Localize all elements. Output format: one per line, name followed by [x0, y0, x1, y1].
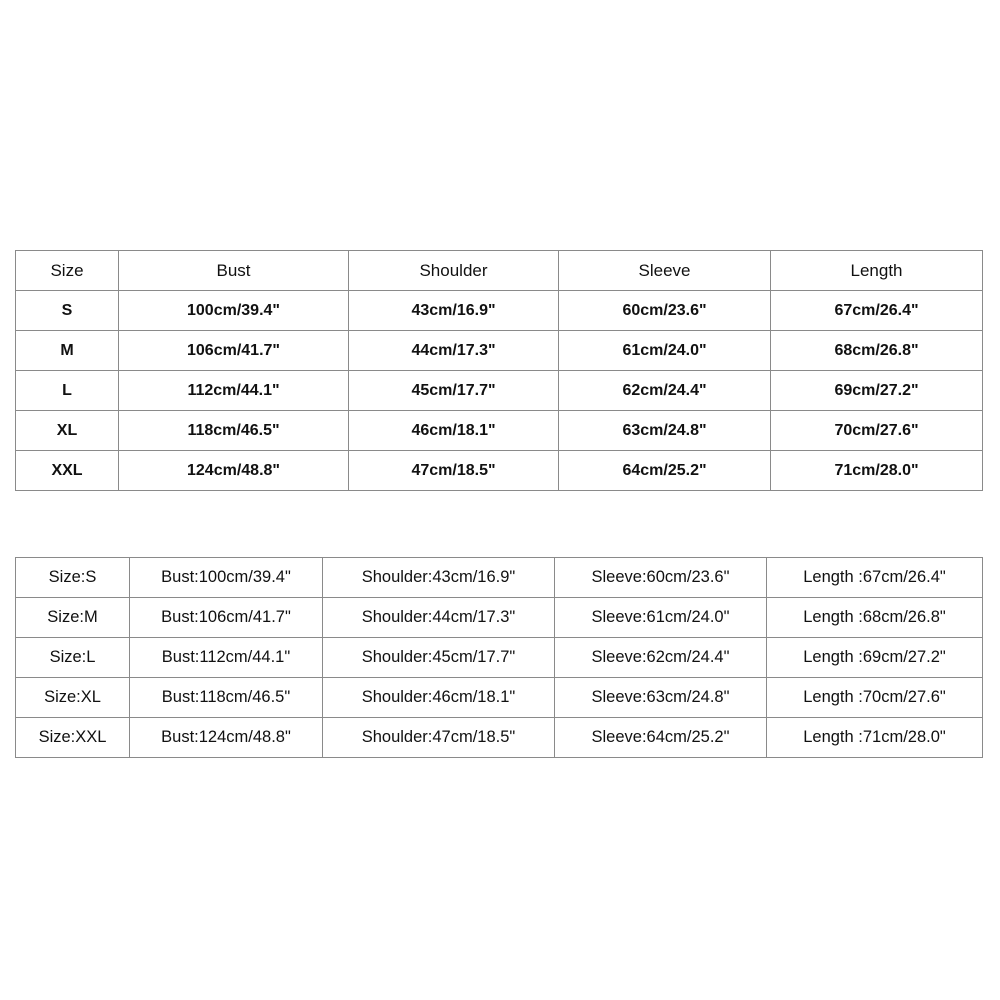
- header-length: Length: [771, 251, 983, 291]
- size-cell: Size:L: [16, 638, 130, 678]
- table-row: [16, 598, 983, 638]
- sleeve-cell: 64cm/25.2": [559, 451, 771, 491]
- size-chart-labeled-table: [15, 557, 983, 758]
- size-cell: M: [16, 331, 119, 371]
- size-cell: XXL: [16, 451, 119, 491]
- bust-cell: Bust:112cm/44.1": [130, 638, 323, 678]
- length-cell: Length :69cm/27.2": [767, 638, 983, 678]
- sleeve-cell: Sleeve:63cm/24.8": [555, 678, 767, 718]
- bust-cell: Bust:106cm/41.7": [130, 598, 323, 638]
- size-cell: Size:M: [16, 598, 130, 638]
- length-cell: 69cm/27.2": [771, 371, 983, 411]
- table-row: [16, 558, 983, 598]
- table-row: [16, 371, 983, 411]
- bust-cell: Bust:100cm/39.4": [130, 558, 323, 598]
- sleeve-cell: 62cm/24.4": [559, 371, 771, 411]
- shoulder-cell: Shoulder:47cm/18.5": [323, 718, 555, 758]
- table-row: [16, 411, 983, 451]
- size-cell: S: [16, 291, 119, 331]
- shoulder-cell: 47cm/18.5": [349, 451, 559, 491]
- shoulder-cell: 44cm/17.3": [349, 331, 559, 371]
- header-sleeve: Sleeve: [559, 251, 771, 291]
- table-row: [16, 331, 983, 371]
- table-header-row: [16, 251, 983, 291]
- shoulder-cell: Shoulder:44cm/17.3": [323, 598, 555, 638]
- shoulder-cell: 45cm/17.7": [349, 371, 559, 411]
- bust-cell: Bust:118cm/46.5": [130, 678, 323, 718]
- table-row: [16, 718, 983, 758]
- bust-cell: 112cm/44.1": [119, 371, 349, 411]
- bust-cell: 118cm/46.5": [119, 411, 349, 451]
- bust-cell: Bust:124cm/48.8": [130, 718, 323, 758]
- length-cell: Length :68cm/26.8": [767, 598, 983, 638]
- length-cell: Length :71cm/28.0": [767, 718, 983, 758]
- sleeve-cell: Sleeve:60cm/23.6": [555, 558, 767, 598]
- shoulder-cell: 43cm/16.9": [349, 291, 559, 331]
- sleeve-cell: 61cm/24.0": [559, 331, 771, 371]
- header-shoulder: Shoulder: [349, 251, 559, 291]
- table-row: [16, 451, 983, 491]
- size-cell: XL: [16, 411, 119, 451]
- shoulder-cell: Shoulder:43cm/16.9": [323, 558, 555, 598]
- table-row: [16, 291, 983, 331]
- sleeve-cell: Sleeve:62cm/24.4": [555, 638, 767, 678]
- size-cell: L: [16, 371, 119, 411]
- size-cell: Size:XXL: [16, 718, 130, 758]
- length-cell: 68cm/26.8": [771, 331, 983, 371]
- table-row: [16, 678, 983, 718]
- sleeve-cell: Sleeve:64cm/25.2": [555, 718, 767, 758]
- length-cell: Length :67cm/26.4": [767, 558, 983, 598]
- size-cell: Size:XL: [16, 678, 130, 718]
- length-cell: 67cm/26.4": [771, 291, 983, 331]
- size-cell: Size:S: [16, 558, 130, 598]
- length-cell: Length :70cm/27.6": [767, 678, 983, 718]
- shoulder-cell: Shoulder:45cm/17.7": [323, 638, 555, 678]
- header-size: Size: [16, 251, 119, 291]
- header-bust: Bust: [119, 251, 349, 291]
- bust-cell: 124cm/48.8": [119, 451, 349, 491]
- shoulder-cell: 46cm/18.1": [349, 411, 559, 451]
- sleeve-cell: 63cm/24.8": [559, 411, 771, 451]
- bust-cell: 100cm/39.4": [119, 291, 349, 331]
- shoulder-cell: Shoulder:46cm/18.1": [323, 678, 555, 718]
- length-cell: 70cm/27.6": [771, 411, 983, 451]
- length-cell: 71cm/28.0": [771, 451, 983, 491]
- bust-cell: 106cm/41.7": [119, 331, 349, 371]
- sleeve-cell: Sleeve:61cm/24.0": [555, 598, 767, 638]
- table-row: [16, 638, 983, 678]
- sleeve-cell: 60cm/23.6": [559, 291, 771, 331]
- size-chart-table: [15, 250, 983, 491]
